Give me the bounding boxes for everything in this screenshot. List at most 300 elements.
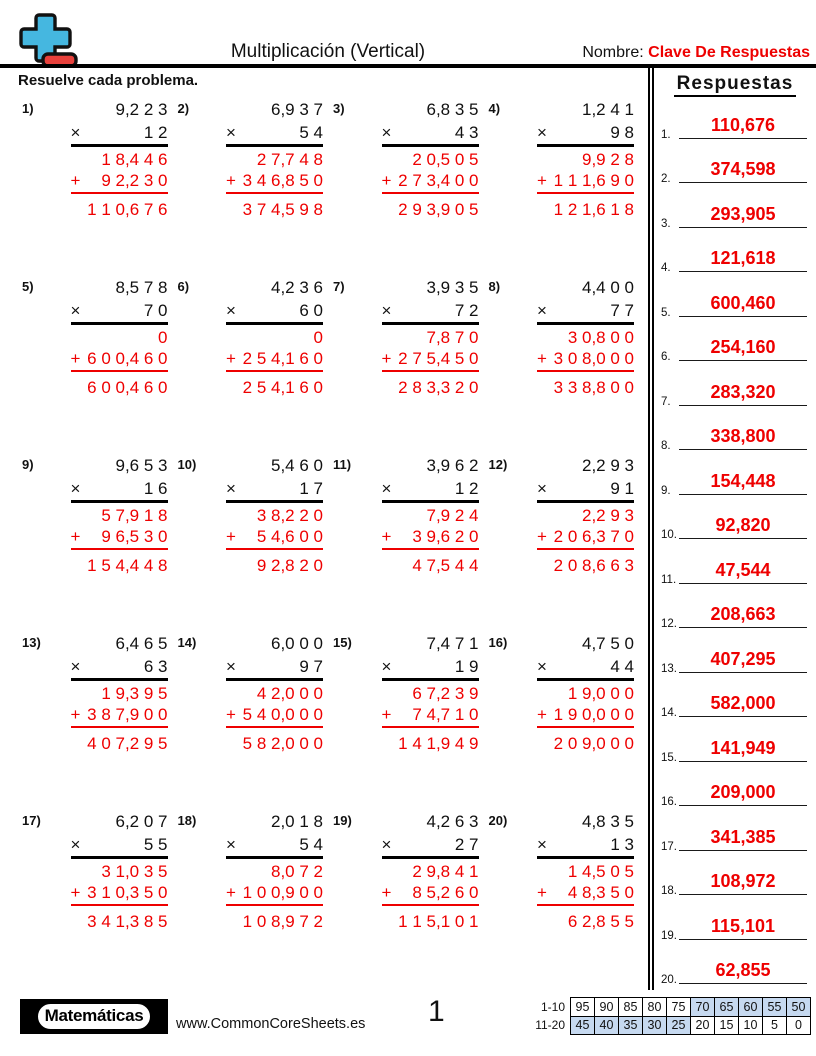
- answer-value: 141,949: [710, 737, 776, 758]
- partial-product-1-row: [382, 147, 479, 168]
- problem: [22, 631, 178, 809]
- problem: [333, 631, 489, 809]
- product-row: [226, 906, 323, 930]
- answer-value: 254,160: [710, 337, 776, 357]
- answer-number: 15.: [661, 751, 677, 764]
- partial-product-2: 2 0 6,3 7 0: [553, 527, 634, 546]
- product-row: [226, 728, 323, 752]
- partial-product-1-row: [537, 147, 634, 168]
- multiplication-work: [226, 631, 323, 809]
- multiplicand-row: [537, 275, 634, 296]
- partial-product-1-row: [226, 681, 323, 702]
- answer-item: [654, 498, 816, 543]
- product: 3 3 8,8 0 0: [553, 378, 634, 397]
- multiplier: 6 3: [143, 657, 168, 676]
- grading-score-cell: 40: [595, 1016, 619, 1035]
- multiplicand: 3,9 6 2: [426, 456, 479, 475]
- answer-item: [654, 943, 816, 988]
- grading-score-cell: 55: [763, 998, 787, 1017]
- product: 6 2,8 5 5: [567, 912, 634, 931]
- answer-number: 8.: [661, 440, 671, 452]
- partial-product-2-row: [537, 880, 634, 906]
- multiplicand-row: [537, 453, 634, 474]
- partial-product-1-row: [382, 859, 479, 880]
- answer-number: 16.: [661, 796, 677, 808]
- answer-blank-line: [679, 426, 807, 450]
- answer-item: [654, 587, 816, 632]
- problem-number: 20): [488, 813, 508, 828]
- answer-value: 154,448: [710, 470, 776, 491]
- times-icon: ×: [226, 301, 236, 320]
- partial-product-1: 7,9 2 4: [426, 506, 479, 525]
- times-icon: ×: [70, 657, 81, 676]
- answer-number: 1.: [661, 128, 671, 141]
- product: 9 2,8 2 0: [256, 556, 323, 575]
- multiplication-work: [537, 453, 634, 631]
- answer-blank-line: [679, 159, 807, 183]
- answer-blank-line: [679, 649, 807, 673]
- multiplication-work: [537, 631, 634, 809]
- grading-score-cell: 45: [571, 1016, 595, 1035]
- plus-icon: +: [381, 883, 392, 902]
- multiplicand-row: [226, 275, 323, 296]
- multiplicand: 6,4 6 5: [115, 634, 168, 653]
- problem-number: 13): [22, 635, 41, 650]
- answer-value: 47,544: [715, 559, 771, 580]
- partial-product-1-row: [226, 325, 323, 346]
- problem: [489, 809, 645, 987]
- multiplier-row: [71, 830, 168, 859]
- multiplicand-row: [226, 97, 323, 118]
- answer-blank-line: [679, 382, 807, 406]
- partial-product-2-row: [382, 168, 479, 194]
- partial-product-1: 6 7,2 3 9: [412, 684, 479, 703]
- multiplier: 7 0: [143, 301, 168, 320]
- partial-product-2: 1 0 0,9 0 0: [242, 883, 323, 902]
- product: 2 9 3,9 0 5: [398, 200, 479, 219]
- multiplicand: 4,2 6 3: [426, 812, 479, 831]
- grading-range-label: 1-10: [540, 999, 565, 1014]
- name-label: Nombre:: [582, 44, 644, 61]
- partial-product-2-row: [537, 168, 634, 194]
- problem: [333, 275, 489, 453]
- partial-product-1: 1 9,3 9 5: [101, 684, 168, 703]
- plus-icon: +: [381, 527, 392, 546]
- partial-product-1-row: [537, 681, 634, 702]
- multiplicand-row: [382, 809, 479, 830]
- product: 6 0 0,4 6 0: [87, 378, 168, 397]
- problem-number: 2): [177, 101, 190, 116]
- product: 1 4 1,9 4 9: [398, 734, 479, 753]
- multiplicand-row: [71, 453, 168, 474]
- multiplicand-row: [226, 631, 323, 652]
- partial-product-1-row: [71, 503, 168, 524]
- times-icon: ×: [70, 835, 81, 854]
- problem: [22, 97, 178, 275]
- answer-blank-line: [679, 738, 807, 762]
- answer-value: 115,101: [710, 915, 776, 936]
- multiplier-row: [537, 474, 634, 503]
- plus-icon: +: [226, 527, 236, 546]
- partial-product-1-row: [71, 681, 168, 702]
- grading-score-cell: 30: [643, 1016, 667, 1035]
- name-line: [582, 44, 810, 62]
- multiplier-row: [226, 652, 323, 681]
- answer-number: 10.: [661, 529, 677, 541]
- multiplier-row: [226, 296, 323, 325]
- partial-product-2: 4 8,3 5 0: [567, 883, 634, 902]
- multiplier: 2 7: [454, 835, 479, 854]
- product-row: [71, 906, 168, 930]
- answer-blank-line: [679, 827, 807, 851]
- answer-item: [654, 676, 816, 721]
- multiplicand: 7,4 7 1: [426, 634, 479, 653]
- answer-value: 374,598: [710, 159, 776, 179]
- grading-score-cell: 25: [667, 1016, 691, 1035]
- product: 1 1 5,1 0 1: [398, 912, 479, 931]
- partial-product-2: 2 7 3,4 0 0: [398, 171, 479, 190]
- multiplier: 1 2: [143, 123, 168, 142]
- multiplication-work: [226, 809, 323, 987]
- plus-icon: +: [537, 349, 547, 368]
- times-icon: ×: [226, 479, 236, 498]
- answer-number: 14.: [661, 707, 677, 719]
- problem: [178, 453, 334, 631]
- partial-product-2-row: [382, 346, 479, 372]
- multiplier: 7 2: [454, 301, 479, 320]
- product: 4 7,5 4 4: [412, 556, 479, 575]
- partial-product-1: 9,9 2 8: [582, 150, 634, 169]
- multiplicand-row: [71, 631, 168, 652]
- multiplicand-row: [537, 809, 634, 830]
- page-title: Multiplicación (Vertical): [230, 41, 426, 62]
- answer-blank-line: [679, 471, 807, 495]
- grading-score-cell: 20: [691, 1016, 715, 1035]
- multiplier: 4 4: [610, 657, 634, 676]
- answer-item: [654, 720, 816, 765]
- product: 2 8 3,3 2 0: [398, 378, 479, 397]
- problem-number: 15): [333, 635, 352, 650]
- partial-product-2-row: [537, 346, 634, 372]
- plus-icon: +: [226, 705, 236, 724]
- problem: [489, 275, 645, 453]
- answer-blank-line: [679, 604, 807, 628]
- partial-product-2: 2 7 5,4 5 0: [398, 349, 479, 368]
- product-row: [537, 728, 634, 752]
- multiplier-row: [71, 296, 168, 325]
- answer-item: [654, 453, 816, 498]
- partial-product-1: 3 1,0 3 5: [101, 862, 168, 881]
- multiplier: 1 3: [610, 835, 634, 854]
- partial-product-2: 2 5 4,1 6 0: [242, 349, 323, 368]
- grading-score-cell: 5: [763, 1016, 787, 1035]
- product-row: [382, 194, 479, 218]
- multiplication-work: [71, 97, 168, 275]
- brand-logo: Matemáticas: [36, 1002, 153, 1031]
- partial-product-2-row: [382, 880, 479, 906]
- grading-score-cell: 75: [667, 998, 691, 1017]
- problem: [178, 809, 334, 987]
- multiplier-row: [382, 118, 479, 147]
- multiplier: 1 9: [454, 657, 479, 676]
- partial-product-1: 3 8,2 2 0: [256, 506, 323, 525]
- answer-value: 208,663: [710, 604, 776, 624]
- answer-blank-line: [679, 115, 807, 139]
- answer-number: 6.: [661, 351, 671, 363]
- problem-number: 3): [333, 101, 345, 116]
- partial-product-2-row: [71, 880, 168, 906]
- problem-number: 8): [488, 279, 501, 294]
- problem-number: 11): [333, 457, 352, 472]
- product-row: [226, 550, 323, 574]
- product-row: [226, 194, 323, 218]
- product-row: [537, 550, 634, 574]
- plus-icon: +: [70, 883, 81, 902]
- partial-product-2-row: [226, 168, 323, 194]
- answer-value: 293,905: [710, 203, 776, 224]
- grading-score-cell: 0: [787, 1016, 811, 1035]
- grading-range-label: 11-20: [535, 1018, 565, 1033]
- product-row: [71, 372, 168, 396]
- plus-icon: +: [381, 171, 392, 190]
- plus-icon: +: [537, 883, 547, 902]
- partial-product-1: 3 0,8 0 0: [567, 328, 634, 347]
- multiplier-row: [71, 652, 168, 681]
- times-icon: ×: [537, 657, 547, 676]
- partial-product-1: 2 9,8 4 1: [412, 862, 479, 881]
- multiplicand: 8,5 7 8: [115, 278, 168, 297]
- plus-icon: +: [537, 527, 547, 546]
- answer-blank-line: [679, 871, 807, 895]
- grading-row: [528, 998, 811, 1017]
- partial-product-1: 5 7,9 1 8: [101, 506, 168, 525]
- product-row: [71, 728, 168, 752]
- multiplication-work: [226, 97, 323, 275]
- product: 3 4 1,3 8 5: [87, 912, 168, 931]
- multiplicand: 6,9 3 7: [271, 100, 323, 119]
- answer-item: [654, 542, 816, 587]
- answer-number: 13.: [661, 662, 677, 675]
- multiplication-work: [537, 809, 634, 987]
- multiplicand: 6,0 0 0: [271, 634, 323, 653]
- partial-product-2: 3 9,6 2 0: [412, 527, 479, 546]
- answer-number: 11.: [661, 573, 677, 586]
- problem: [489, 631, 645, 809]
- problem: [489, 453, 645, 631]
- multiplier-row: [382, 474, 479, 503]
- times-icon: ×: [226, 835, 236, 854]
- answers-sidebar: [648, 67, 816, 990]
- answer-blank-line: [679, 560, 807, 584]
- multiplicand: 9,6 5 3: [115, 456, 168, 475]
- answer-value: 582,000: [710, 693, 776, 713]
- answers-title: Respuestas: [654, 73, 816, 95]
- answer-value: 108,972: [710, 871, 776, 891]
- answer-item: [654, 898, 816, 943]
- problem: [489, 97, 645, 275]
- answer-blank-line: [679, 204, 807, 228]
- partial-product-2-row: [537, 524, 634, 550]
- answer-value: 110,676: [710, 114, 776, 135]
- partial-product-1-row: [382, 503, 479, 524]
- grading-score-cell: 15: [715, 1016, 739, 1035]
- answer-number: 20.: [661, 974, 677, 986]
- multiplier-row: [71, 118, 168, 147]
- grading-score-cell: 85: [619, 998, 643, 1017]
- multiplier-row: [537, 830, 634, 859]
- partial-product-1: 1 8,4 4 6: [101, 150, 168, 169]
- multiplication-work: [382, 275, 479, 453]
- answer-value: 209,000: [710, 782, 776, 802]
- partial-product-1-row: [537, 503, 634, 524]
- multiplier: 1 2: [454, 479, 479, 498]
- problem-number: 6): [177, 279, 190, 294]
- partial-product-2-row: [382, 702, 479, 728]
- grading-score-cell: 65: [715, 998, 739, 1017]
- partial-product-2-row: [226, 346, 323, 372]
- times-icon: ×: [537, 479, 547, 498]
- partial-product-2: 6 0 0,4 6 0: [87, 349, 168, 368]
- answer-item: [654, 186, 816, 231]
- product: 2 0 9,0 0 0: [553, 734, 634, 753]
- answer-value: 341,385: [710, 826, 776, 847]
- answer-item: [654, 320, 816, 365]
- multiplier: 4 3: [454, 123, 479, 142]
- problem-number: 4): [488, 101, 501, 116]
- multiplicand-row: [382, 453, 479, 474]
- product-row: [226, 372, 323, 396]
- product: 1 2 1,6 1 8: [553, 200, 634, 219]
- multiplier: 5 5: [143, 835, 168, 854]
- problem: [333, 809, 489, 987]
- partial-product-1: 2 0,5 0 5: [412, 150, 479, 169]
- multiplier-row: [537, 296, 634, 325]
- answer-blank-line: [679, 693, 807, 717]
- plus-icon: +: [381, 705, 392, 724]
- partial-product-2-row: [226, 702, 323, 728]
- partial-product-2: 3 1 0,3 5 0: [87, 883, 168, 902]
- product-row: [537, 372, 634, 396]
- partial-product-2: 1 9 0,0 0 0: [553, 705, 634, 724]
- product: 2 5 4,1 6 0: [242, 378, 323, 397]
- partial-product-1-row: [226, 147, 323, 168]
- multiplication-work: [382, 453, 479, 631]
- times-icon: ×: [226, 123, 236, 142]
- multiplicand: 4,7 5 0: [582, 634, 634, 653]
- answer-item: [654, 142, 816, 187]
- problem: [178, 275, 334, 453]
- answer-number: 2.: [661, 173, 671, 185]
- partial-product-2: 3 8 7,9 0 0: [87, 705, 168, 724]
- answer-number: 3.: [661, 217, 671, 230]
- product-row: [71, 550, 168, 574]
- grading-score-cell: 60: [739, 998, 763, 1017]
- multiplier: 7 7: [610, 301, 634, 320]
- times-icon: ×: [70, 479, 81, 498]
- answer-blank-line: [679, 293, 807, 317]
- answer-list: [654, 97, 816, 987]
- multiplicand-row: [71, 809, 168, 830]
- multiplicand-row: [382, 97, 479, 118]
- multiplication-work: [537, 97, 634, 275]
- partial-product-1-row: [71, 147, 168, 168]
- grading-row: [528, 1016, 811, 1035]
- partial-product-2: 9 6,5 3 0: [101, 527, 168, 546]
- times-icon: ×: [381, 835, 392, 854]
- multiplier: 5 4: [299, 123, 323, 142]
- times-icon: ×: [381, 657, 392, 676]
- answer-number: 19.: [661, 929, 677, 942]
- multiplier-row: [382, 652, 479, 681]
- grading-score-cell: 80: [643, 998, 667, 1017]
- multiplier-row: [226, 118, 323, 147]
- multiplicand-row: [382, 275, 479, 296]
- plus-icon: +: [70, 527, 81, 546]
- plus-icon: +: [537, 171, 547, 190]
- product-row: [382, 550, 479, 574]
- answer-value: 407,295: [710, 648, 776, 669]
- answer-item: [654, 231, 816, 276]
- multiplication-work: [382, 631, 479, 809]
- partial-product-1-row: [226, 859, 323, 880]
- product-row: [382, 728, 479, 752]
- partial-product-1: 2,2 9 3: [582, 506, 634, 525]
- problem: [22, 275, 178, 453]
- problem-number: 19): [333, 813, 352, 828]
- problems-grid: [22, 97, 644, 987]
- times-icon: ×: [381, 301, 392, 320]
- multiplier: 5 4: [299, 835, 323, 854]
- answer-number: 9.: [661, 484, 671, 497]
- answer-item: [654, 275, 816, 320]
- partial-product-2-row: [226, 880, 323, 906]
- product: 4 0 7,2 9 5: [87, 734, 168, 753]
- multiplication-work: [71, 631, 168, 809]
- answer-value: 338,800: [710, 426, 776, 446]
- multiplication-work: [537, 275, 634, 453]
- partial-product-1: 7,8 7 0: [426, 328, 479, 347]
- multiplicand: 4,2 3 6: [271, 278, 323, 297]
- answer-item: [654, 765, 816, 810]
- answer-item: [654, 854, 816, 899]
- multiplier: 9 1: [610, 479, 634, 498]
- answer-value: 283,320: [710, 381, 776, 402]
- plus-icon: +: [226, 171, 236, 190]
- multiplier-row: [71, 474, 168, 503]
- answer-blank-line: [679, 782, 807, 806]
- grading-score-cell: 35: [619, 1016, 643, 1035]
- grading-score-cell: 95: [571, 998, 595, 1017]
- product-row: [537, 906, 634, 930]
- multiplier: 9 7: [299, 657, 323, 676]
- grading-score-cell: 50: [787, 998, 811, 1017]
- partial-product-2-row: [71, 702, 168, 728]
- multiplier: 6 0: [299, 301, 323, 320]
- multiplication-work: [382, 97, 479, 275]
- answer-blank-line: [679, 248, 807, 272]
- multiplier: 1 7: [299, 479, 323, 498]
- answer-blank-line: [679, 960, 807, 984]
- multiplicand: 9,2 2 3: [115, 100, 168, 119]
- multiplier-row: [382, 830, 479, 859]
- grading-score-cell: 10: [739, 1016, 763, 1035]
- product-row: [537, 194, 634, 218]
- answer-number: 12.: [661, 618, 677, 630]
- multiplication-work: [226, 453, 323, 631]
- answer-number: 7.: [661, 395, 671, 408]
- problem: [333, 453, 489, 631]
- plus-icon: +: [226, 883, 236, 902]
